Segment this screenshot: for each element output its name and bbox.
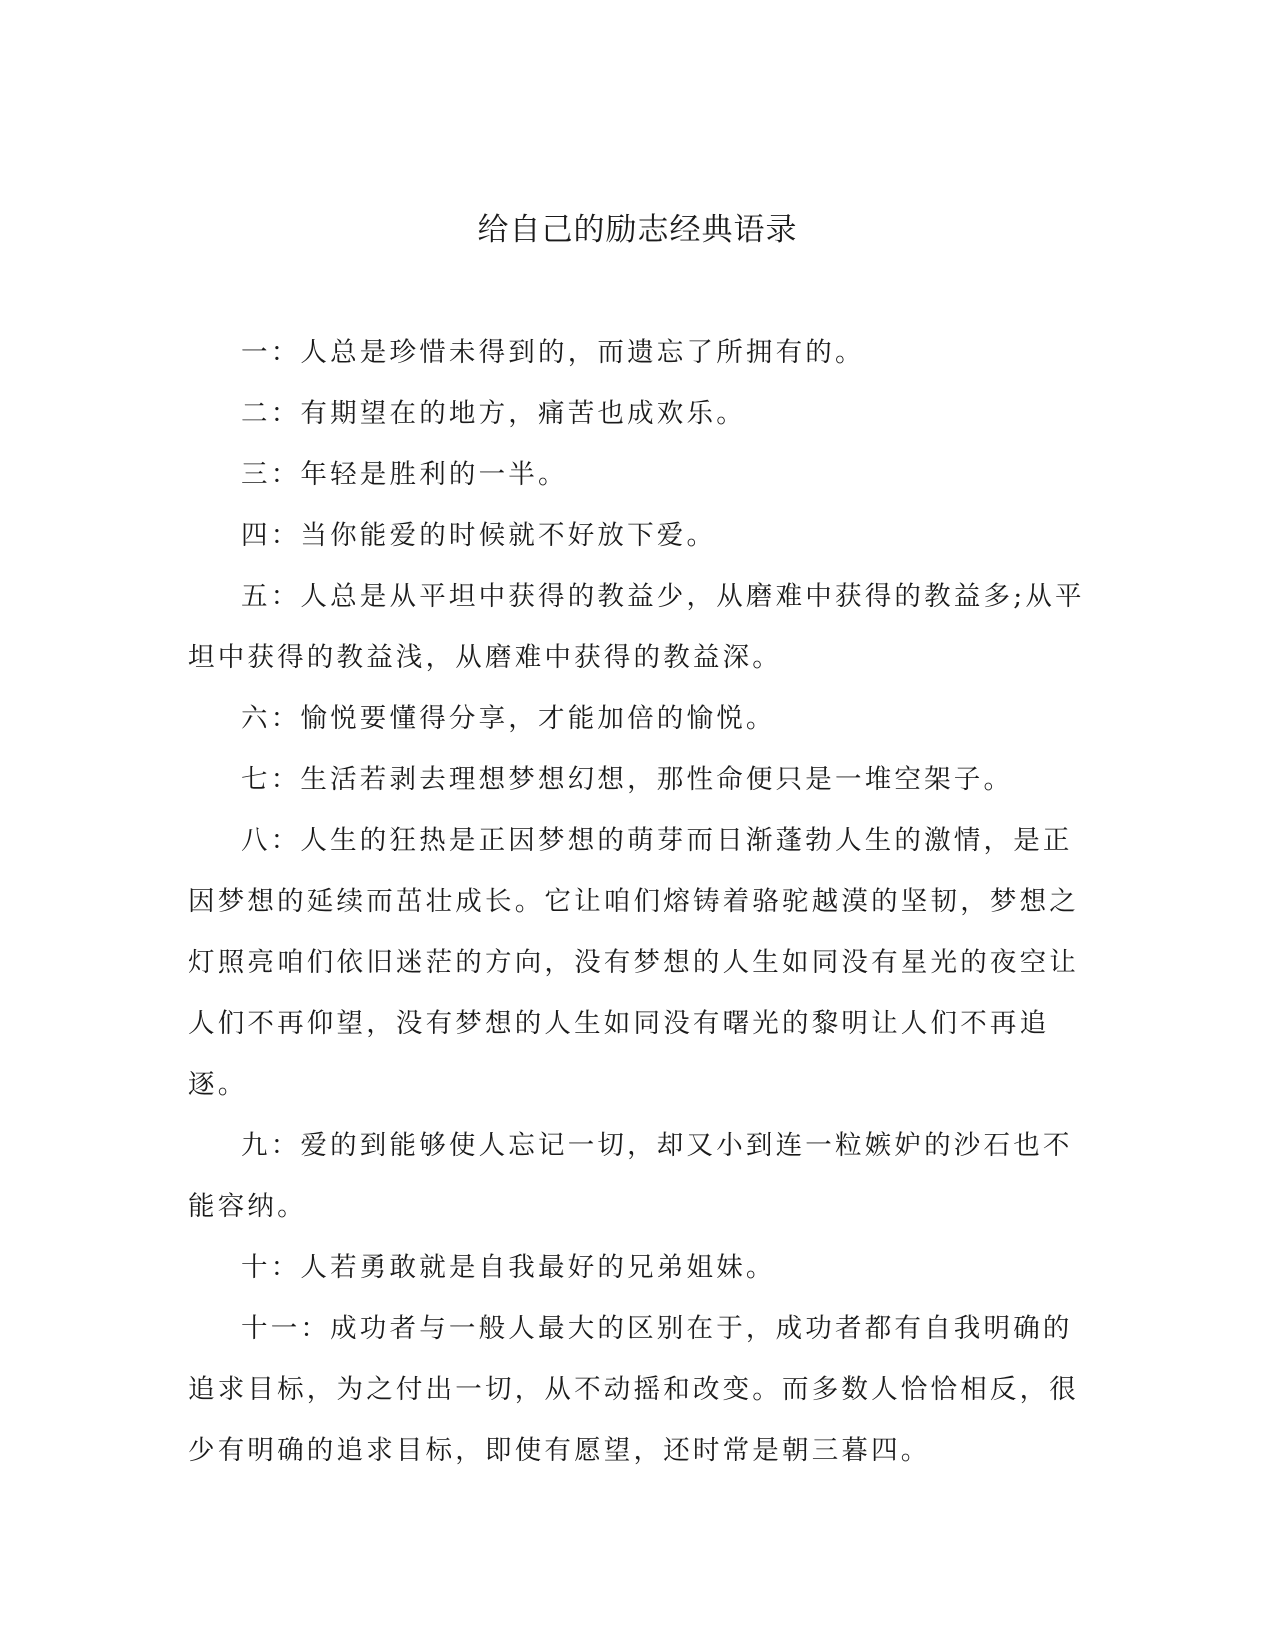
paragraph-11: 十一：成功者与一般人最大的区别在于，成功者都有自我明确的追求目标，为之付出一切，从不动摇和改变。而多数人恰恰相反，很少有明确的追求目标，即使有愿望，还时常是朝三暮四。 xyxy=(188,1313,1079,1466)
paragraph-8: 八：人生的狂热是正因梦想的萌芽而日渐蓬勃人生的激情，是正因梦想的延续而茁壮成长。它让咱们熔铸着骆驼越漠的坚韧，梦想之灯照亮咱们依旧迷茫的方向，没有梦想的人生如同没有星光的夜空让人们不再仰望，没有梦想的人生如同没有曙光的黎明让人们不再追逐。 xyxy=(188,825,1079,1100)
paragraph-9: 九：爱的到能够使人忘记一切，却又小到连一粒嫉妒的沙石也不能容纳。 xyxy=(188,1130,1073,1222)
paragraph-10: 十：人若勇敢就是自我最好的兄弟姐妹。 xyxy=(241,1252,776,1283)
paragraph-6: 六：愉悦要懂得分享，才能加倍的愉悦。 xyxy=(241,703,776,734)
paragraph-5: 五：人总是从平坦中获得的教益少，从磨难中获得的教益多;从平坦中获得的教益浅，从磨难中获得的教益深。 xyxy=(188,581,1085,673)
paragraph-7: 七：生活若剥去理想梦想幻想，那性命便只是一堆空架子。 xyxy=(241,764,1014,795)
paragraph-4: 四：当你能爱的时候就不好放下爱。 xyxy=(241,520,717,551)
paragraph-1: 一：人总是珍惜未得到的，而遗忘了所拥有的。 xyxy=(241,337,865,368)
document-title: 给自己的励志经典语录 xyxy=(477,212,798,248)
paragraph-3: 三：年轻是胜利的一半。 xyxy=(241,459,568,490)
paragraph-2: 二：有期望在的地方，痛苦也成欢乐。 xyxy=(241,398,746,429)
document-body xyxy=(188,322,1088,1481)
